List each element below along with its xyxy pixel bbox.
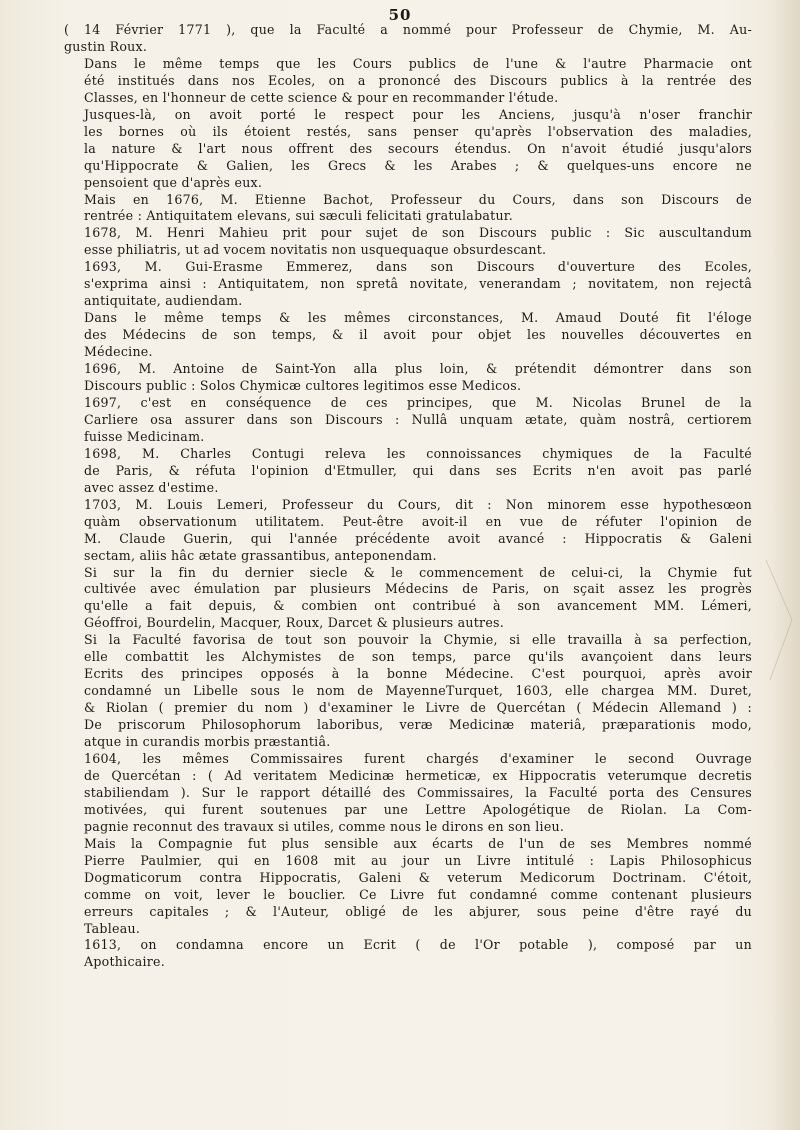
text-line: Médecine. (84, 344, 153, 360)
text-line: la nature & l'art nous offrent des secours étendus. On n'avoit étudié jusqu'alors (84, 140, 752, 156)
paragraph (64, 632, 752, 751)
text-line: s'exprima ainsi : Antiquitatem, non spretâ novitate, venerandam ; novitatem, non rejectâ (84, 276, 752, 292)
paragraph (64, 565, 752, 633)
text-line: Dogmaticorum contra Hippocratis, Galeni & veterum Medicorum Doctrinam. C'étoit, (84, 869, 752, 885)
text-line: motivées, qui furent soutenues par une Lettre Apologétique de Riolan. La Com- (84, 801, 752, 817)
text-line: pagnie reconnut des travaux si utiles, comme nous le dirons en son lieu. (84, 818, 565, 834)
text-line: Mais en 1676, M. Etienne Bachot, Professeur du Cours, dans son Discours de (84, 191, 752, 207)
paragraph (64, 225, 752, 259)
text-line: comme on voit, lever le bouclier. Ce Livre fut condamné comme contenant plusieurs (84, 886, 752, 902)
text-line: esse philiatris, ut ad vocem novitatis non usquequaque obsurdescant. (84, 242, 547, 258)
text-line: Pierre Paulmier, qui en 1608 mit au jour un Livre intitulé : Lapis Philosophicus (84, 852, 752, 868)
text-line: sectam, aliis hâc ætate grassantibus, anteponendam. (84, 547, 437, 563)
text-line: & Riolan ( premier du nom ) d'examiner le Livre de Quercétan ( Médecin Allemand ) : (84, 700, 752, 716)
text-line: été institués dans nos Ecoles, on a prononcé des Discours publics à la rentrée des (84, 72, 752, 88)
text-line: qu'elle a fait depuis, & combien ont contribué à son avancement MM. Lémeri, (84, 598, 752, 614)
text-line: condamné un Libelle sous le nom de MayenneTurquet, 1603, elle chargea MM. Duret, (84, 683, 752, 699)
text-line: cultivée avec émulation par plusieurs Médecins de Paris, on sçait assez les progrès (84, 581, 752, 597)
text-line: Géoffroi, Bourdelin, Macquer, Roux, Darcet & plusieurs autres. (84, 615, 504, 631)
text-line: quàm observationum utilitatem. Peut-être avoit-il en vue de réfuter l'opinion de (84, 513, 752, 529)
text-line: 1696, M. Antoine de Saint-Yon alla plus loin, & prétendit démontrer dans son (84, 361, 752, 377)
text-line: Dans le même temps & les mêmes circonstances, M. Amaud Douté fit l'éloge (84, 310, 752, 326)
text-line: Si sur la fin du dernier siecle & le commencement de celui-ci, la Chymie fut (84, 564, 752, 580)
text-line: Jusques-là, on avoit porté le respect pour les Anciens, jusqu'à n'oser franchir (84, 106, 752, 122)
paragraph (64, 497, 752, 565)
text-line: avec assez d'estime. (84, 479, 219, 495)
text-line: stabiliendam ). Sur le rapport détaillé des Commissaires, la Faculté porta des Censures (84, 784, 752, 800)
text-line: fuisse Medicinam. (84, 428, 205, 444)
text-line: gustin Roux. (64, 38, 148, 54)
paragraph (64, 22, 752, 56)
text-line: ( 14 Février 1771 ), que la Faculté a nommé pour Professeur de Chymie, M. Au- (64, 22, 752, 37)
paragraph (64, 751, 752, 836)
page-edge-shadow (770, 0, 800, 1130)
text-line: elle combattit les Alchymistes de son temps, parce qu'ils avançoient dans leurs (84, 649, 752, 665)
paragraph (64, 259, 752, 310)
paragraph (64, 192, 752, 226)
text-line: Dans le même temps que les Cours publics de l'une & l'autre Pharmacie ont (84, 55, 752, 71)
text-line: De priscorum Philosophorum laboribus, veræ Medicinæ materiâ, præparationis modo, (84, 717, 752, 733)
text-line: 1698, M. Charles Contugi releva les connoissances chymiques de la Faculté (84, 445, 752, 461)
text-line: rentrée : Antiquitatem elevans, sui sæculi felicitati gratulabatur. (84, 208, 513, 224)
paragraph (64, 446, 752, 497)
text-line: de Quercétan : ( Ad veritatem Medicinæ hermeticæ, ex Hippocratis veterumque decretis (84, 767, 752, 783)
text-line: 1697, c'est en conséquence de ces principes, que M. Nicolas Brunel de la (84, 394, 752, 410)
text-line: 1693, M. Gui-Erasme Emmerez, dans son Discours d'ouverture des Ecoles, (84, 259, 752, 275)
text-line: Apothicaire. (84, 954, 166, 970)
text-line: Carliere osa assurer dans son Discours : Nullâ unquam ætate, quàm nostrâ, certiorem (84, 411, 752, 427)
page-edge-mark (764, 560, 794, 680)
body-text (64, 22, 752, 971)
text-line: les bornes où ils étoient restés, sans penser qu'après l'observation des maladies, (84, 123, 752, 139)
text-line: antiquitate, audiendam. (84, 293, 243, 309)
paragraph (64, 56, 752, 107)
page-number: 50 (388, 6, 412, 24)
text-line: atque in curandis morbis præstantiâ. (84, 734, 331, 750)
text-line: des Médecins de son temps, & il avoit pour objet les nouvelles découvertes en (84, 327, 752, 343)
text-line: Mais la Compagnie fut plus sensible aux écarts de l'un de ses Membres nommé (84, 835, 752, 851)
text-line: 1678, M. Henri Mahieu prit pour sujet de son Discours public : Sic auscultandum (84, 225, 752, 241)
text-line: Discours public : Solos Chymicæ cultores legitimos esse Medicos. (84, 378, 522, 394)
text-line: pensoient que d'après eux. (84, 174, 263, 190)
text-line: Si la Faculté favorisa de tout son pouvoir la Chymie, si elle travailla à sa perfection, (84, 632, 752, 648)
text-line: 1613, on condamna encore un Ecrit ( de l'Or potable ), composé par un (84, 937, 752, 953)
text-line: Classes, en l'honneur de cette science & pour en recommander l'étude. (84, 89, 559, 105)
text-line: Ecrits des principes opposés à la bonne Médecine. C'est pourquoi, après avoir (84, 666, 752, 682)
text-line: erreurs capitales ; & l'Auteur, obligé de les abjurer, sous peine d'être rayé du (84, 903, 752, 919)
paragraph (64, 395, 752, 446)
text-line: qu'Hippocrate & Galien, les Grecs & les Arabes ; & quelques-uns encore ne (84, 157, 752, 173)
paragraph (64, 310, 752, 361)
paragraph (64, 937, 752, 971)
text-line: 1703, M. Louis Lemeri, Professeur du Cours, dit : Non minorem esse hypothesœon (84, 496, 752, 512)
text-line: 1604, les mêmes Commissaires furent chargés d'examiner le second Ouvrage (84, 750, 752, 766)
text-line: M. Claude Guerin, qui l'année précédente avoit avancé : Hippocratis & Galeni (84, 530, 752, 546)
paragraph (64, 361, 752, 395)
text-line: de Paris, & réfuta l'opinion d'Etmuller, qui dans ses Ecrits n'en avoit pas parlé (84, 462, 752, 478)
text-line: Tableau. (84, 920, 141, 936)
paragraph (64, 107, 752, 192)
paragraph (64, 836, 752, 938)
